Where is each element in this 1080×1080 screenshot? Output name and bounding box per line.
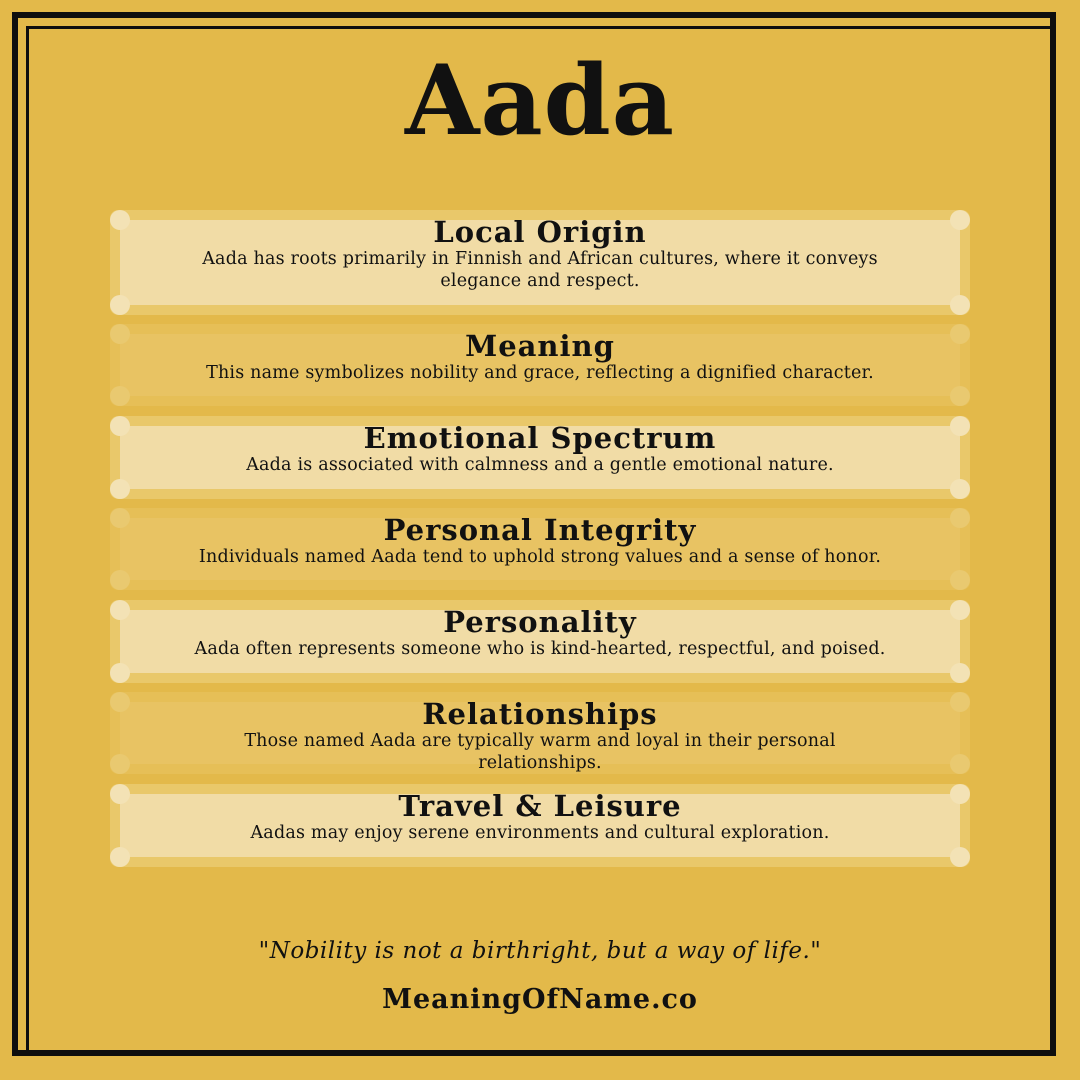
corner-dot-icon: [950, 479, 970, 499]
section-card-emotional-spectrum: [110, 416, 970, 499]
section-heading: Local Origin: [433, 215, 647, 249]
corner-dot-icon: [950, 663, 970, 683]
corner-dot-icon: [110, 386, 130, 406]
section-text: Aada often represents someone who is kind-hearted, respectful, and poised.: [194, 639, 886, 659]
corner-dot-icon: [950, 295, 970, 315]
section-heading: Personality: [443, 605, 637, 639]
section-text: Aadas may enjoy serene environments and cultural exploration.: [250, 823, 830, 843]
section-card-travel-leisure: [110, 784, 970, 867]
section-heading: Emotional Spectrum: [363, 421, 717, 455]
section-card-personality: [110, 600, 970, 683]
section-card-meaning: [110, 324, 970, 406]
name-title: Aada: [404, 44, 675, 157]
quote-text: "Nobility is not a birthright, but a way of life.": [258, 938, 822, 964]
section-card-personal-integrity: [110, 508, 970, 590]
section-text: Aada has roots primarily in Finnish and African cultures, where it conveys elegance and respect.: [202, 249, 878, 291]
corner-dot-icon: [950, 847, 970, 867]
corner-dot-icon: [110, 479, 130, 499]
section-text: Those named Aada are typically warm and loyal in their personal relationships.: [244, 731, 836, 773]
section-heading: Meaning: [465, 329, 615, 363]
section-text: Aada is associated with calmness and a gentle emotional nature.: [246, 455, 834, 475]
section-text: Individuals named Aada tend to uphold strong values and a sense of honor.: [198, 547, 882, 567]
corner-dot-icon: [110, 295, 130, 315]
section-heading: Personal Integrity: [383, 513, 697, 547]
section-heading: Travel & Leisure: [398, 789, 682, 823]
corner-dot-icon: [110, 663, 130, 683]
section-text: This name symbolizes nobility and grace, reflecting a dignified character.: [206, 363, 874, 383]
section-card-relationships: [110, 692, 970, 774]
corner-dot-icon: [110, 847, 130, 867]
corner-dot-icon: [110, 570, 130, 590]
corner-dot-icon: [950, 386, 970, 406]
brand-name: MeaningOfName.co: [382, 984, 698, 1015]
section-card-local-origin: [110, 210, 970, 315]
section-heading: Relationships: [422, 697, 658, 731]
corner-dot-icon: [950, 570, 970, 590]
